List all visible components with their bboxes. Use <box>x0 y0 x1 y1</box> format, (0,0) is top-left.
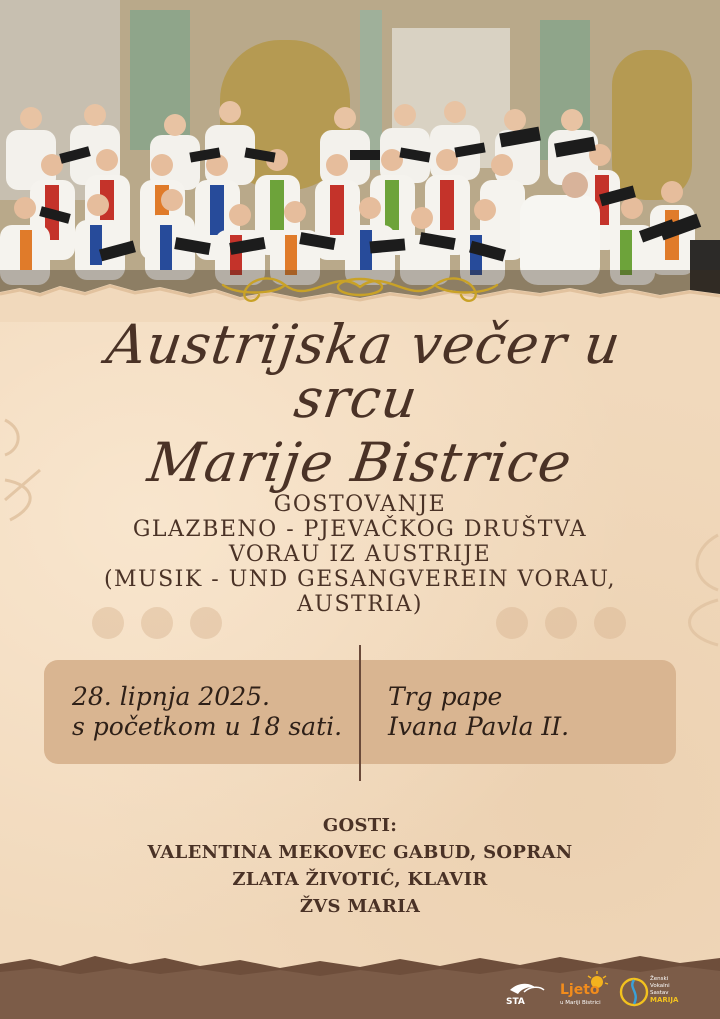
guest-item: ZLATA ŽIVOTIĆ, KLAVIR <box>232 869 488 890</box>
event-date: 28. lipnja 2025. <box>72 682 270 711</box>
sta-logo-text: STA <box>506 997 525 1007</box>
zvs-logo-line-2: Vokalni <box>650 983 670 989</box>
event-date-time <box>72 682 352 742</box>
guest-item: ŽVS MARIA <box>299 896 421 917</box>
ljeto-logo <box>560 971 608 1006</box>
sta-logo <box>506 984 544 1007</box>
event-location <box>388 682 668 742</box>
location-line-1: Trg pape <box>388 682 503 711</box>
info-divider <box>359 645 361 781</box>
description-line-3: VORAU IZ AUSTRIJE <box>228 542 492 567</box>
sponsor-logos <box>500 968 700 1013</box>
gold-ornament-divider <box>215 265 505 307</box>
event-time: s početkom u 18 sati. <box>72 712 343 741</box>
choir-photo <box>0 0 720 300</box>
description-line-5: AUSTRIA) <box>297 592 423 617</box>
choir-photo-illustration <box>0 0 720 300</box>
zvs-logo-line-1: Ženski <box>650 976 669 982</box>
description-line-2: GLAZBENO - PJEVAČKOG DRUŠTVA <box>132 517 588 542</box>
event-description <box>40 492 680 617</box>
poster-title <box>40 313 680 494</box>
ljeto-logo-text: Ljeto <box>560 982 600 998</box>
ljeto-logo-subtext: u Mariji Bistrici <box>560 1000 601 1006</box>
zvs-logo-line-4: MARIJA <box>650 996 679 1004</box>
description-line-4: (MUSIK - UND GESANGVEREIN VORAU, <box>103 567 617 592</box>
zvs-logo-line-3: Sastav <box>650 990 669 996</box>
guests-section <box>40 812 680 920</box>
guests-heading: GOSTI: <box>322 815 398 836</box>
zvs-maria-logo <box>621 974 679 1005</box>
description-line-1: GOSTOVANJE <box>273 492 447 517</box>
location-line-2: Ivana Pavla II. <box>388 712 570 741</box>
guest-item: VALENTINA MEKOVEC GABUD, SOPRAN <box>147 842 573 863</box>
title-line-2: Marije Bistrice <box>144 431 577 494</box>
title-line-1: Austrijska večer u srcu <box>102 313 625 430</box>
